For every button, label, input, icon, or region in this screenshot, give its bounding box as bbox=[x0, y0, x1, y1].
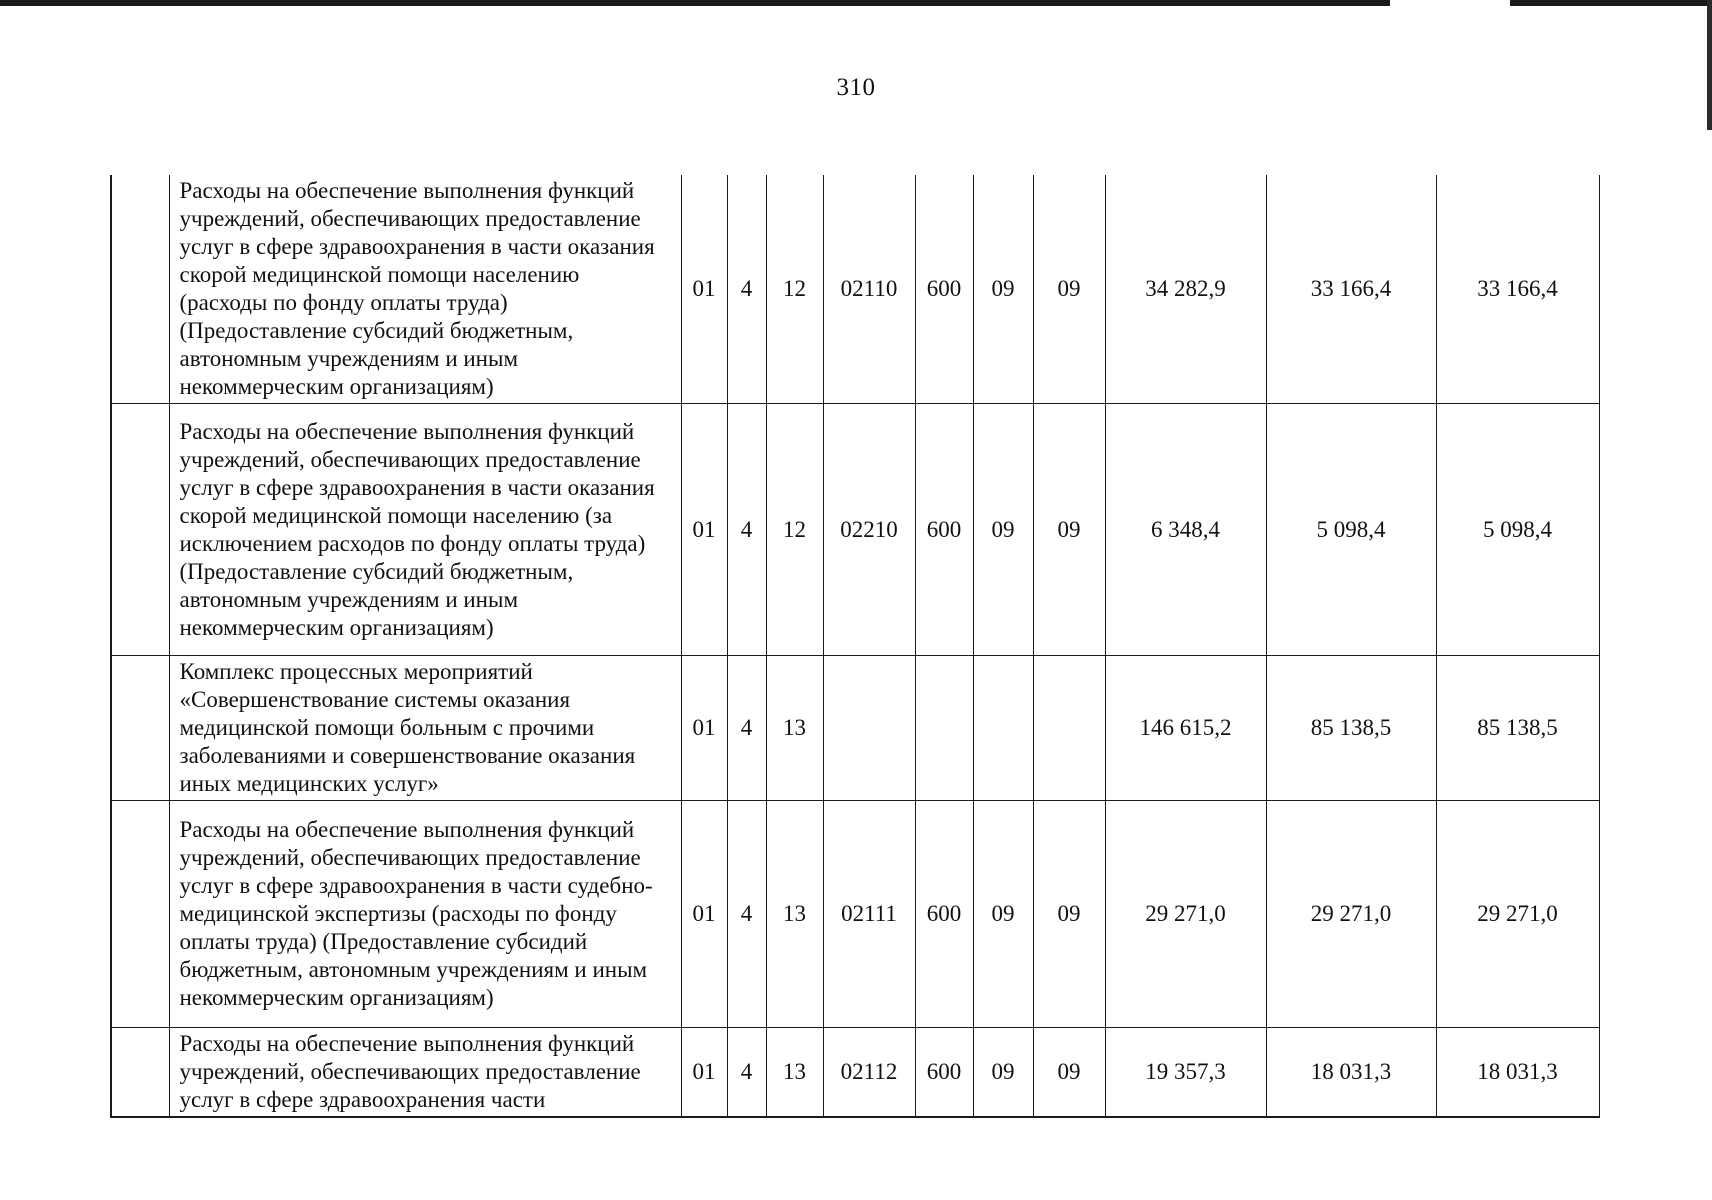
amount-cell: 6 348,4 bbox=[1105, 404, 1266, 656]
budget-table bbox=[110, 175, 1600, 1118]
code-cell: 09 bbox=[973, 801, 1033, 1028]
amount-cell: 33 166,4 bbox=[1266, 175, 1436, 404]
amount-cell: 18 031,3 bbox=[1266, 1028, 1436, 1118]
amount-cell: 19 357,3 bbox=[1105, 1028, 1266, 1118]
row-name: Расходы на обеспечение выполнения функций учреждений, обеспечивающих предоставление услуг в сфере здравоохранения части bbox=[169, 1028, 681, 1118]
scan-right-edge bbox=[1707, 0, 1712, 130]
amount-cell: 5 098,4 bbox=[1436, 404, 1599, 656]
amount-cell: 146 615,2 bbox=[1105, 656, 1266, 801]
table-row bbox=[111, 175, 1599, 404]
amount-cell: 5 098,4 bbox=[1266, 404, 1436, 656]
code-cell: 02112 bbox=[823, 1028, 915, 1118]
amount-cell: 34 282,9 bbox=[1105, 175, 1266, 404]
code-cell: 600 bbox=[915, 801, 973, 1028]
code-cell: 02210 bbox=[823, 404, 915, 656]
code-cell: 4 bbox=[727, 801, 766, 1028]
scan-top-border-gap bbox=[1390, 0, 1510, 6]
code-cell: 4 bbox=[727, 175, 766, 404]
amount-cell: 29 271,0 bbox=[1105, 801, 1266, 1028]
code-cell: 4 bbox=[727, 404, 766, 656]
amount-cell: 18 031,3 bbox=[1436, 1028, 1599, 1118]
code-cell: 01 bbox=[681, 656, 727, 801]
code-cell: 600 bbox=[915, 404, 973, 656]
row-number-cell bbox=[111, 656, 169, 801]
amount-cell: 29 271,0 bbox=[1266, 801, 1436, 1028]
code-cell: 09 bbox=[1033, 175, 1105, 404]
table-row bbox=[111, 404, 1599, 656]
code-cell: 09 bbox=[1033, 404, 1105, 656]
code-cell: 01 bbox=[681, 404, 727, 656]
row-number-cell bbox=[111, 404, 169, 656]
code-cell: 600 bbox=[915, 175, 973, 404]
code-cell bbox=[973, 656, 1033, 801]
code-cell: 13 bbox=[766, 801, 823, 1028]
code-cell: 600 bbox=[915, 1028, 973, 1118]
code-cell: 12 bbox=[766, 175, 823, 404]
code-cell bbox=[823, 656, 915, 801]
table-row bbox=[111, 801, 1599, 1028]
row-number-cell bbox=[111, 1028, 169, 1118]
row-number-cell bbox=[111, 801, 169, 1028]
amount-cell: 85 138,5 bbox=[1266, 656, 1436, 801]
code-cell: 12 bbox=[766, 404, 823, 656]
page-number: 310 bbox=[836, 74, 876, 101]
table-row bbox=[111, 1028, 1599, 1118]
code-cell: 4 bbox=[727, 656, 766, 801]
row-name: Расходы на обеспечение выполнения функций учреждений, обеспечивающих предоставление услуг в сфере здравоохранения в части оказания скорой медицинской помощи населению (расходы по фонду оплаты труда) (Предоставление субсидий бюджетным, автономным учреждениям и иным некоммерческим организациям) bbox=[169, 175, 681, 404]
code-cell: 09 bbox=[1033, 1028, 1105, 1118]
code-cell bbox=[1033, 656, 1105, 801]
code-cell: 09 bbox=[1033, 801, 1105, 1028]
code-cell: 01 bbox=[681, 801, 727, 1028]
code-cell: 09 bbox=[973, 1028, 1033, 1118]
code-cell: 09 bbox=[973, 404, 1033, 656]
code-cell: 09 bbox=[973, 175, 1033, 404]
amount-cell: 85 138,5 bbox=[1436, 656, 1599, 801]
code-cell: 4 bbox=[727, 1028, 766, 1118]
amount-cell: 33 166,4 bbox=[1436, 175, 1599, 404]
row-name: Комплекс процессных мероприятий «Совершенствование системы оказания медицинской помощи больным с прочими заболеваниями и совершенствование оказания иных медицинских услуг» bbox=[169, 656, 681, 801]
code-cell: 02110 bbox=[823, 175, 915, 404]
row-name: Расходы на обеспечение выполнения функций учреждений, обеспечивающих предоставление услуг в сфере здравоохранения в части оказания скорой медицинской помощи населению (за исключением расходов по фонду оплаты труда) (Предоставление субсидий бюджетным, автономным учреждениям и иным некоммерческим организациям) bbox=[169, 404, 681, 656]
code-cell: 01 bbox=[681, 175, 727, 404]
code-cell: 01 bbox=[681, 1028, 727, 1118]
code-cell: 13 bbox=[766, 1028, 823, 1118]
table-row bbox=[111, 656, 1599, 801]
code-cell bbox=[915, 656, 973, 801]
amount-cell: 29 271,0 bbox=[1436, 801, 1599, 1028]
code-cell: 02111 bbox=[823, 801, 915, 1028]
code-cell: 13 bbox=[766, 656, 823, 801]
row-name: Расходы на обеспечение выполнения функций учреждений, обеспечивающих предоставление услуг в сфере здравоохранения в части судебно-медицинской экспертизы (расходы по фонду оплаты труда) (Предоставление субсидий бюджетным, автономным учреждениям и иным некоммерческим организациям) bbox=[169, 801, 681, 1028]
row-number-cell bbox=[111, 175, 169, 404]
